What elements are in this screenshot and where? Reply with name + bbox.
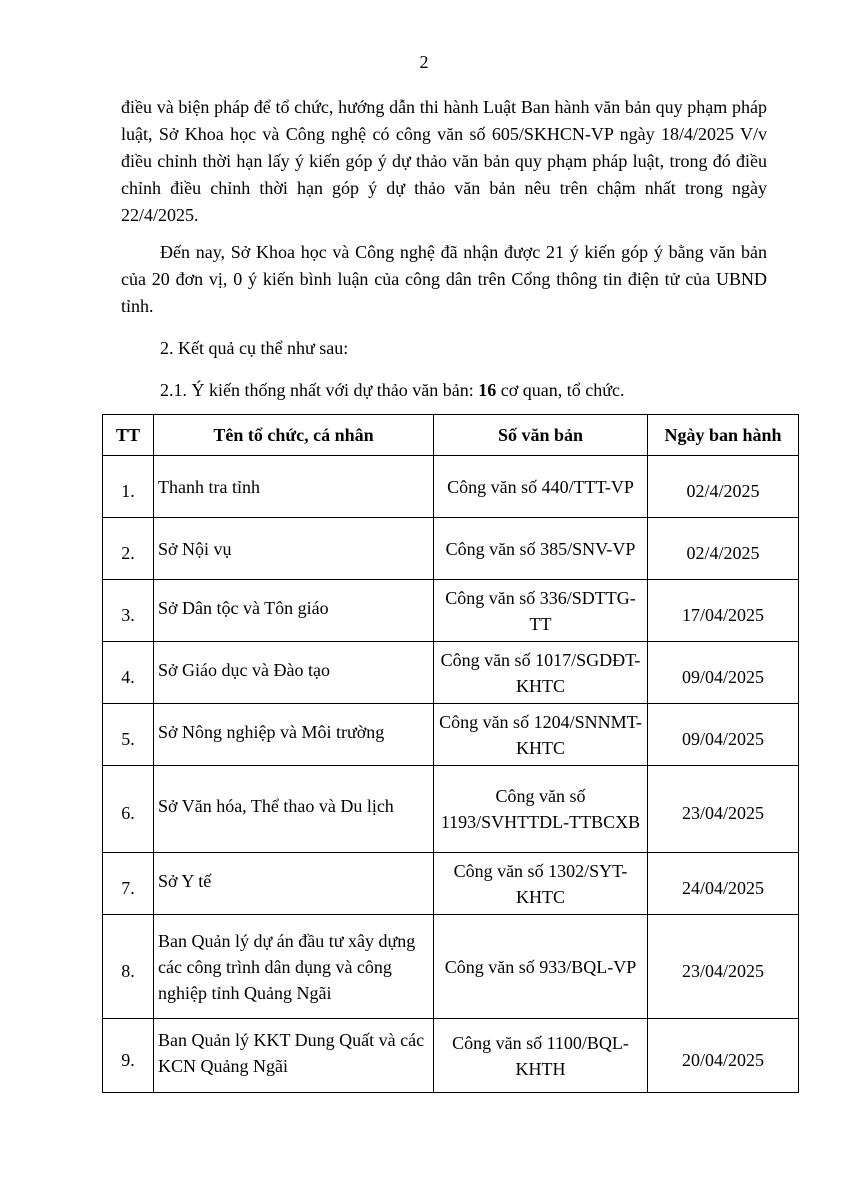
agreement-suffix: cơ quan, tổ chức.	[496, 380, 625, 400]
table-row	[103, 915, 799, 1019]
agreement-count: 16	[478, 380, 497, 400]
paragraph-received-opinions: Đến nay, Sở Khoa học và Công nghệ đã nhận được 21 ý kiến góp ý bằng văn bản của 20 đơn vị, 0 ý kiến bình luận của công dân trên Cổng thông tin điện tử của UBND tỉnh.	[121, 242, 767, 316]
row-date: 17/04/2025	[648, 580, 799, 642]
row-org: Sở Văn hóa, Thể thao và Du lịch	[154, 766, 434, 853]
table-row	[103, 642, 799, 704]
row-date: 24/04/2025	[648, 853, 799, 915]
row-org: Sở Y tế	[154, 853, 434, 915]
row-date: 23/04/2025	[648, 766, 799, 853]
row-tt: 6.	[103, 766, 154, 853]
paragraph-results-heading: 2. Kết quả cụ thể như sau:	[160, 338, 349, 358]
row-doc: Công văn số 1204/SNNMT-KHTC	[434, 704, 648, 766]
row-doc: Công văn số 336/SDTTG-TT	[434, 580, 648, 642]
row-doc: Công văn số 933/BQL-VP	[434, 915, 648, 1019]
row-doc: Công văn số 1302/SYT-KHTC	[434, 853, 648, 915]
row-tt: 7.	[103, 853, 154, 915]
table-row	[103, 1019, 799, 1093]
header-tt: TT	[103, 415, 154, 456]
table-row	[103, 766, 799, 853]
row-doc: Công văn số 1100/BQL-KHTH	[434, 1019, 648, 1093]
row-org: Sở Dân tộc và Tôn giáo	[154, 580, 434, 642]
row-tt: 4.	[103, 642, 154, 704]
row-org: Thanh tra tỉnh	[154, 456, 434, 518]
row-org: Sở Giáo dục và Đào tạo	[154, 642, 434, 704]
row-tt: 2.	[103, 518, 154, 580]
table-row	[103, 456, 799, 518]
table-row	[103, 853, 799, 915]
row-doc: Công văn số 1193/SVHTTDL-TTBCXB	[434, 766, 648, 853]
header-date: Ngày ban hành	[648, 415, 799, 456]
row-doc: Công văn số 1017/SGDĐT-KHTC	[434, 642, 648, 704]
row-date: 09/04/2025	[648, 704, 799, 766]
row-org: Ban Quản lý dự án đầu tư xây dựng các công trình dân dụng và công nghiệp tỉnh Quảng Ngãi	[154, 915, 434, 1019]
row-tt: 1.	[103, 456, 154, 518]
table-row	[103, 704, 799, 766]
table-header-row	[103, 415, 799, 456]
row-doc: Công văn số 440/TTT-VP	[434, 456, 648, 518]
paragraph-agreement-summary	[121, 377, 767, 404]
header-org: Tên tổ chức, cá nhân	[154, 415, 434, 456]
paragraph-intro-continued: điều và biện pháp để tổ chức, hướng dẫn thi hành Luật Ban hành văn bản quy phạm pháp luật, Sở Khoa học và Công nghệ có công văn số 605/SKHCN-VP ngày 18/4/2025 V/v điều chỉnh thời hạn lấy ý kiến góp ý dự thảo văn bản quy phạm pháp luật, trong đó điều chỉnh điều chỉnh thời hạn góp ý dự thảo văn bản nêu trên chậm nhất trong ngày 22/4/2025.	[121, 97, 767, 225]
row-tt: 3.	[103, 580, 154, 642]
row-tt: 5.	[103, 704, 154, 766]
row-org: Sở Nông nghiệp và Môi trường	[154, 704, 434, 766]
agreement-prefix: 2.1. Ý kiến thống nhất với dự thảo văn bản:	[160, 380, 479, 400]
table-row	[103, 518, 799, 580]
row-date: 02/4/2025	[648, 456, 799, 518]
body-text	[121, 94, 767, 404]
row-tt: 8.	[103, 915, 154, 1019]
row-tt: 9.	[103, 1019, 154, 1093]
row-org: Sở Nội vụ	[154, 518, 434, 580]
agreement-table	[102, 414, 799, 1093]
row-doc: Công văn số 385/SNV-VP	[434, 518, 648, 580]
row-date: 09/04/2025	[648, 642, 799, 704]
page-number: 2	[419, 52, 429, 72]
row-date: 02/4/2025	[648, 518, 799, 580]
row-date: 20/04/2025	[648, 1019, 799, 1093]
row-date: 23/04/2025	[648, 915, 799, 1019]
table-row	[103, 580, 799, 642]
header-doc: Số văn bản	[434, 415, 648, 456]
row-org: Ban Quản lý KKT Dung Quất và các KCN Quảng Ngãi	[154, 1019, 434, 1093]
